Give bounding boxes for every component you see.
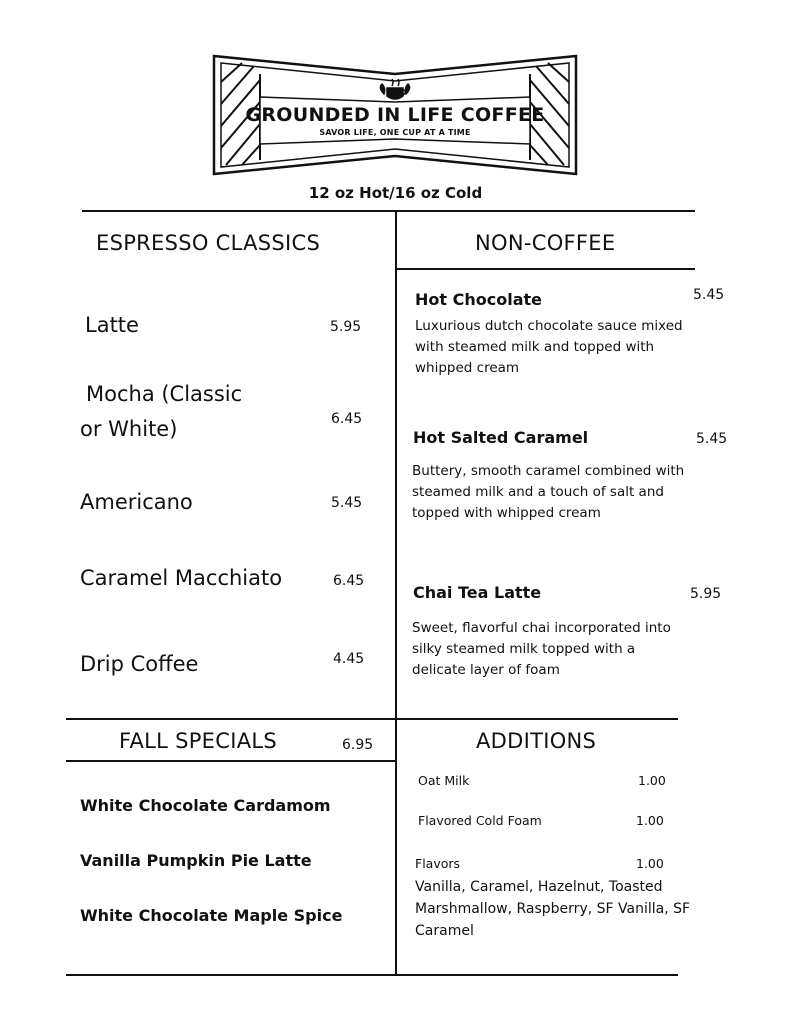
size-note: 12 oz Hot/16 oz Cold: [308, 184, 483, 202]
addition-flavors-list: Vanilla, Caramel, Hazelnut, Toasted Marshmallow, Raspberry, SF Vanilla, SF Caramel: [415, 879, 691, 939]
espresso-item-americano: Americano: [80, 490, 193, 514]
divider-bottom: [66, 974, 678, 976]
divider-middle: [66, 718, 678, 720]
coffee-cup-with-leaves-icon: [380, 79, 409, 99]
noncoffee-price-hot-salted-caramel: 5.45: [696, 431, 728, 447]
espresso-item-caramel-macchiato: Caramel Macchiato: [80, 566, 283, 590]
noncoffee-item-hot-chocolate: Hot Chocolate: [415, 290, 542, 309]
addition-price-oat-milk: 1.00: [638, 773, 666, 788]
noncoffee-desc-hot-salted-caramel: Buttery, smooth caramel combined with steamed milk and a touch of salt and topped with whipped cream: [412, 463, 685, 521]
divider-vertical: [395, 212, 397, 976]
addition-price-flavors: 1.00: [636, 856, 664, 871]
noncoffee-price-hot-chocolate: 5.45: [693, 287, 725, 303]
espresso-price-mocha: 6.45: [331, 411, 363, 427]
fall-item-white-chocolate-maple-spice: White Chocolate Maple Spice: [80, 906, 343, 925]
espresso-section-title: ESPRESSO CLASSICS: [96, 231, 321, 255]
noncoffee-item-chai-tea-latte: Chai Tea Latte: [413, 583, 542, 602]
noncoffee-section-title: NON-COFFEE: [475, 231, 616, 255]
espresso-price-americano: 5.45: [331, 495, 363, 511]
noncoffee-desc-hot-chocolate: Luxurious dutch chocolate sauce mixed with steamed milk and topped with whipped cream: [415, 318, 683, 376]
espresso-item-latte: Latte: [85, 313, 139, 337]
fall-price: 6.95: [342, 737, 374, 753]
divider-top: [82, 210, 695, 212]
noncoffee-item-hot-salted-caramel: Hot Salted Caramel: [413, 428, 589, 447]
divider-noncoffee-header: [397, 268, 695, 270]
espresso-item-drip-coffee: Drip Coffee: [80, 652, 199, 676]
espresso-price-caramel-macchiato: 6.45: [333, 573, 365, 589]
fall-section-title: FALL SPECIALS: [119, 729, 278, 753]
fall-item-vanilla-pumpkin-pie-latte: Vanilla Pumpkin Pie Latte: [80, 851, 312, 870]
espresso-price-drip-coffee: 4.45: [333, 651, 365, 667]
noncoffee-price-chai-tea-latte: 5.95: [690, 586, 722, 602]
addition-price-flavored-cold-foam: 1.00: [636, 813, 664, 828]
brand-name: GROUNDED IN LIFE COFFEE: [245, 104, 545, 126]
addition-item-oat-milk: Oat Milk: [418, 773, 470, 788]
brand-tagline: SAVOR LIFE, ONE CUP AT A TIME: [319, 128, 471, 137]
espresso-item-mocha-line2: or White): [80, 417, 178, 441]
espresso-item-mocha-line1: Mocha (Classic: [86, 382, 243, 406]
noncoffee-desc-chai-tea-latte: Sweet, flavorful chai incorporated into silky steamed milk topped with a delicate layer of foam: [412, 620, 671, 678]
brand-logo: [212, 52, 578, 178]
addition-item-flavored-cold-foam: Flavored Cold Foam: [418, 813, 542, 828]
fall-item-white-chocolate-cardamom: White Chocolate Cardamom: [80, 796, 331, 815]
addition-item-flavors: Flavors: [415, 856, 461, 871]
divider-fall-header: [66, 760, 395, 762]
additions-section-title: ADDITIONS: [476, 729, 597, 753]
espresso-price-latte: 5.95: [330, 319, 362, 335]
